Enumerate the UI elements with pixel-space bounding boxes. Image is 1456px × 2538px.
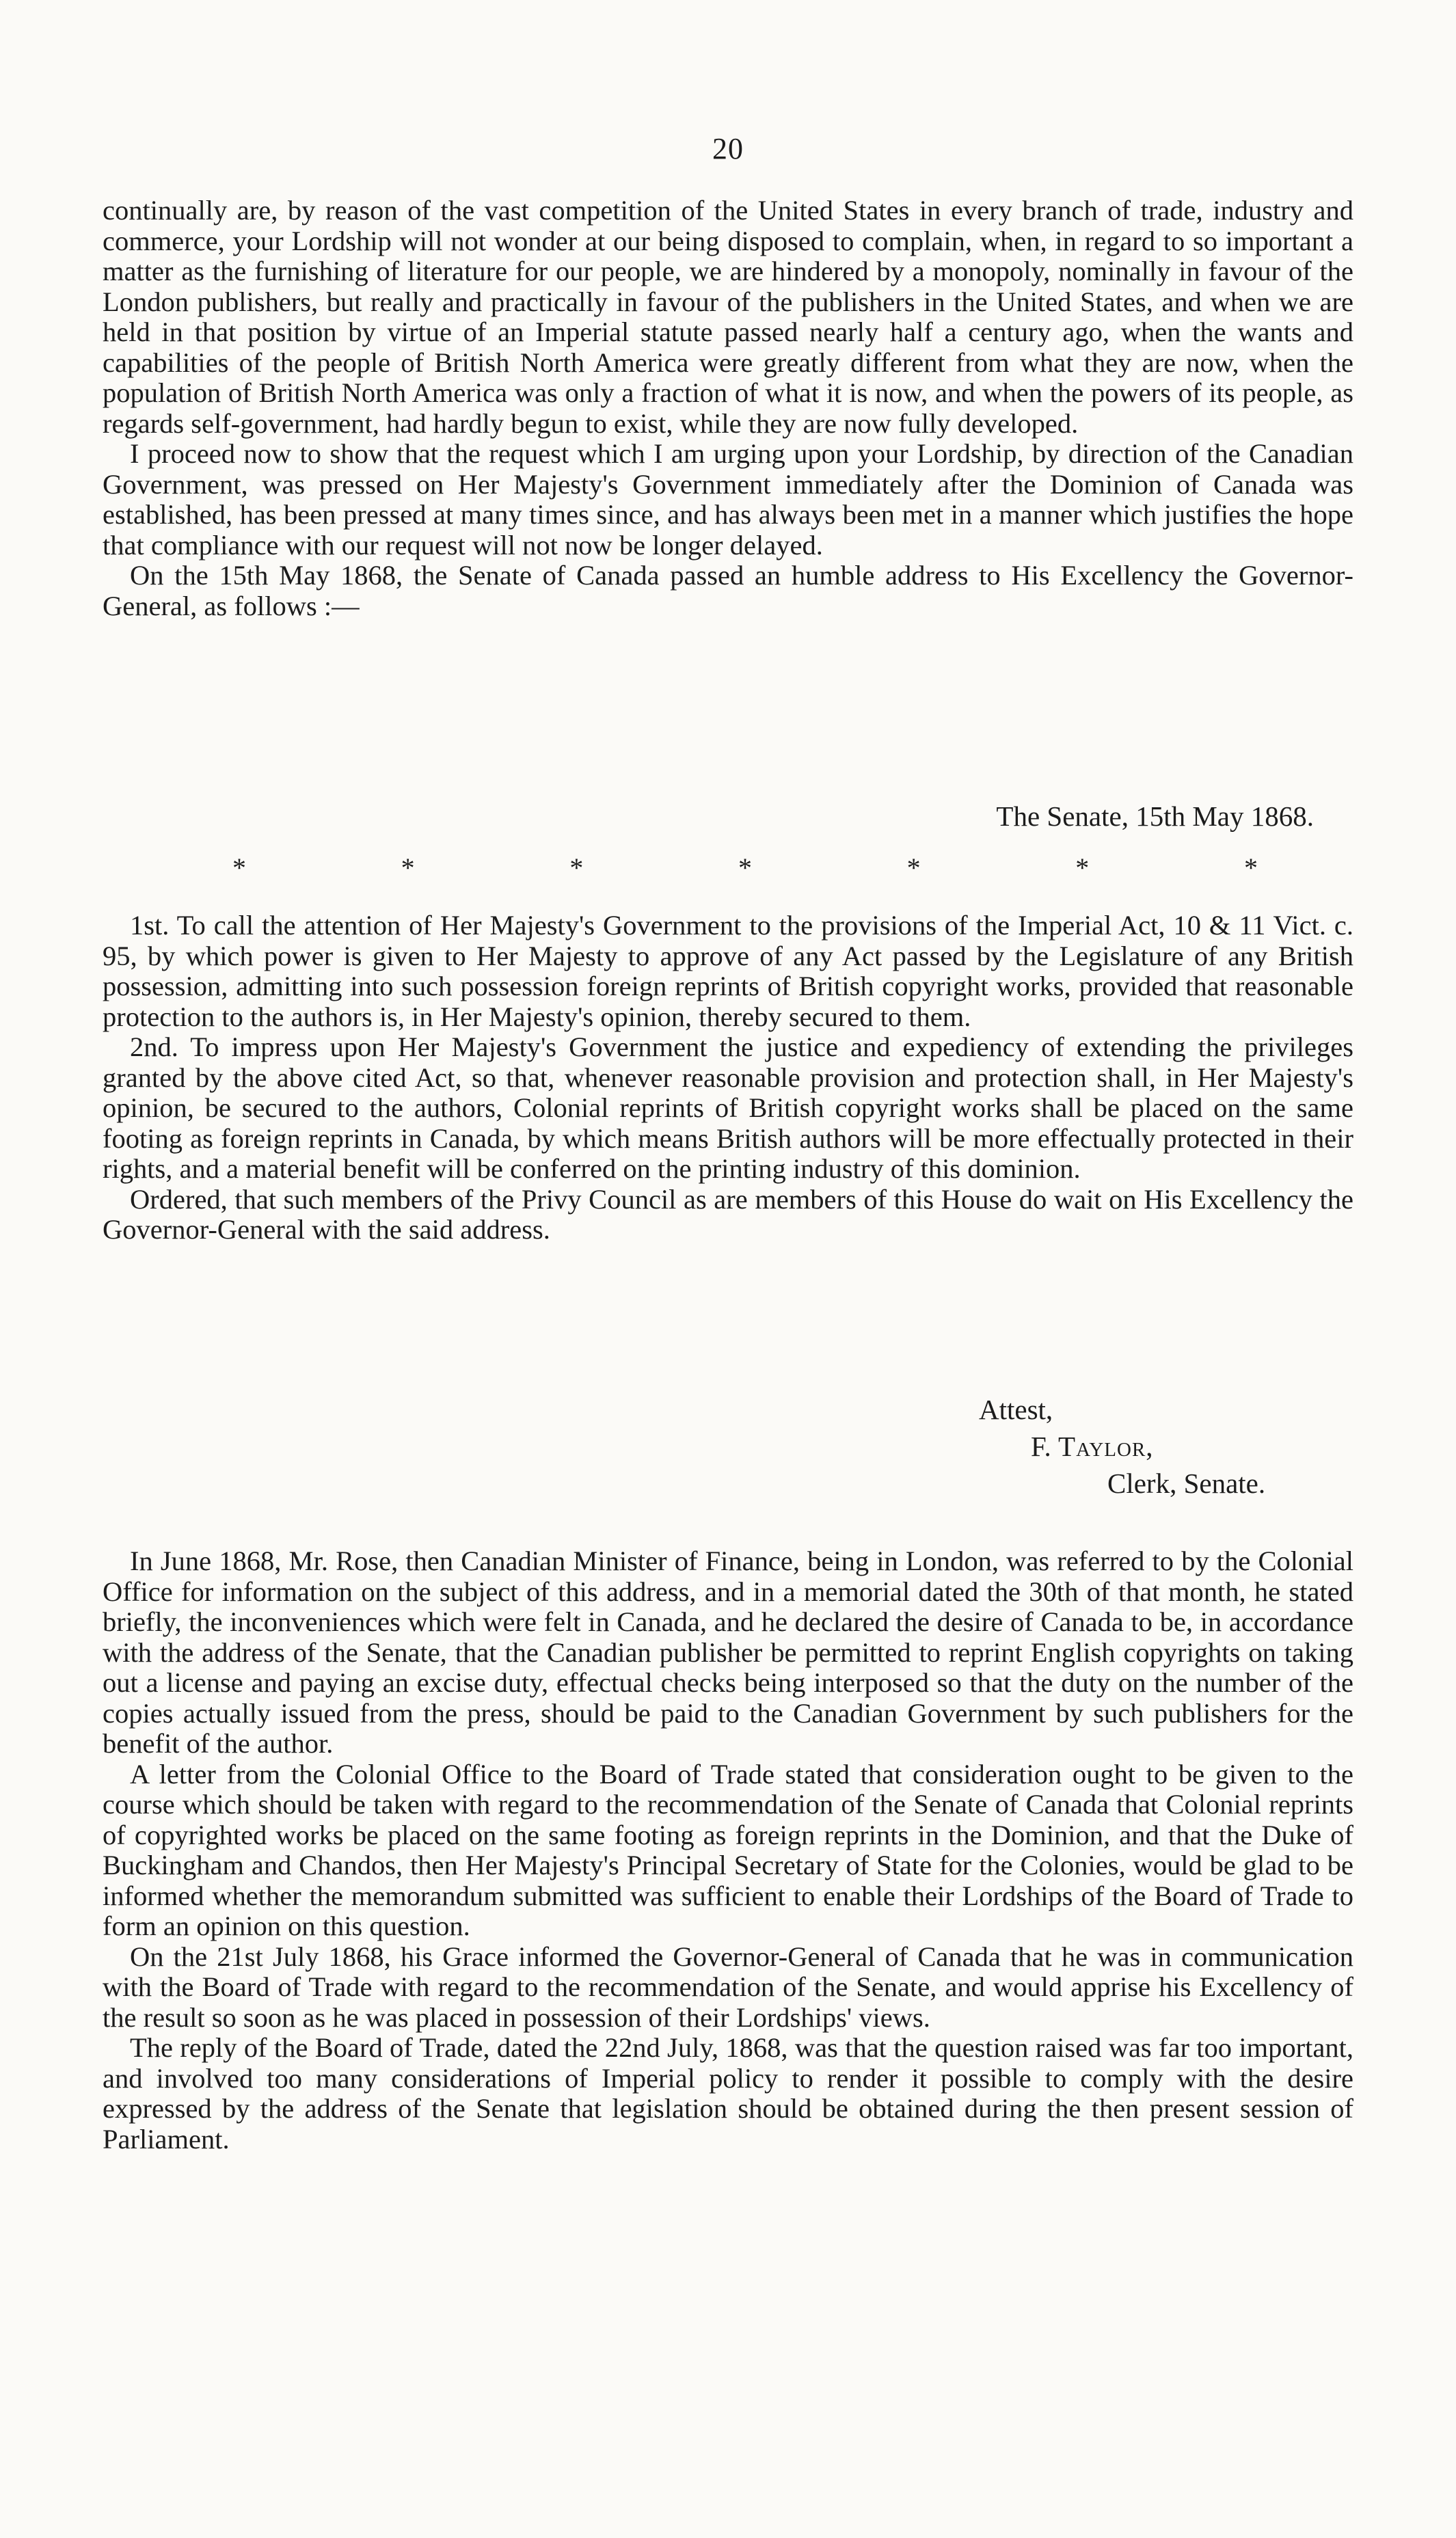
- paragraph-continuation: continually are, by reason of the vast competition of the United States in every branch of trade, industry and commerce, your Lordship will not wonder at our being disposed to complain, when, in regard to so important a matter as the furnishing of literature for our people, we are hindered by a monopoly, nominally in favour of the London publishers, but really and practically in favour of the publishers in the United States, and when we are held in that position by virtue of an Imperial statute passed nearly half a century ago, when the wants and capabilities of the people of British North America were greatly different from what they are now, when the population of British North America was only a fraction of what it is now, and when the powers of its people, as regards self-government, had hardly begun to exist, while they are now fully developed.: [103, 195, 1353, 439]
- paragraph-board-reply: The reply of the Board of Trade, dated the 22nd July, 1868, was that the question raised was far too important, and involved too many considerations of Imperial policy to render it possible to comply with the desire expressed by the address of the Senate that legislation should be obtained during the then present session of Parliament.: [103, 2032, 1353, 2155]
- resolution-ordered: Ordered, that such members of the Privy Council as are members of this House do wait on His Excellency the Governor-General with the said address.: [103, 1183, 1353, 1245]
- signature-attest: Attest,: [979, 1394, 1053, 1425]
- paragraph-request: I proceed now to show that the request which I am urging upon your Lordship, by direction of the Canadian Government, was pressed on Her Majesty's Government immediately after the Dominion of Canada was established, has been pressed at many times since, and has always been met in a manner which justifies the hope that compliance with our request will not now be longer delayed.: [103, 438, 1353, 561]
- asterisk: *: [1075, 852, 1090, 883]
- page-number: 20: [712, 132, 744, 165]
- asterisk: *: [906, 852, 921, 883]
- paragraph-rose-memorial: In June 1868, Mr. Rose, then Canadian Minister of Finance, being in London, was referred to by the Colonial Office for information on the subject of this address, and in a memorial dated the 30th of that month, he stated briefly, the inconveniences which were felt in Canada, and he declared the desire of Canada to be, in accordance with the address of the Senate, that the Canadian publisher be permitted to reprint English copyrights on taking out a license and paying an excise duty, effectual checks being interposed so that the duty on the number of the copies actually issued from the press, should be paid to the Canadian Government by such publishers for the benefit of the author.: [103, 1545, 1353, 1759]
- signature-initial: F.: [1031, 1431, 1051, 1462]
- closing-text-block: [103, 1546, 1353, 2155]
- resolution-first: 1st. To call the attention of Her Majesty's Government to the provisions of the Imperial Act, 10 & 11 Vict. c. 95, by which power is given to Her Majesty to approve of any Act passed by the Legislature of any British possession, admitting into such possession foreign reprints of British copyright works, provided that reasonable protection to the authors is, in Her Majesty's opinion, thereby secured to them.: [103, 910, 1353, 1032]
- asterisk-separator: [232, 852, 1258, 884]
- signature-title: Clerk, Senate.: [1107, 1468, 1266, 1499]
- senate-dateline: The Senate, 15th May 1868.: [996, 800, 1314, 832]
- paragraph-grace-informed: On the 21st July 1868, his Grace informed the Governor-General of Canada that he was in communication with the Board of Trade with regard to the recommendation of the Senate, and would apprise his Excellency of the result so soon as he was placed in possession of their Lordships' views.: [103, 1941, 1353, 2033]
- opening-text-block: [103, 195, 1353, 621]
- paragraph-senate-address: On the 15th May 1868, the Senate of Canada passed an humble address to His Excellency the Governor-General, as follows :—: [103, 560, 1353, 621]
- resolution-second: 2nd. To impress upon Her Majesty's Government the justice and expediency of extending the privileges granted by the above cited Act, so that, whenever reasonable provision and protection shall, in Her Majesty's opinion, be secured to the authors, Colonial reprints of British copyright works shall be placed on the same footing as foreign reprints in Canada, by which means British authors will be more effectually protected in their rights, and a material benefit will be conferred on the printing industry of this dominion.: [103, 1031, 1353, 1184]
- signature-surname: Taylor,: [1058, 1431, 1154, 1462]
- asterisk: *: [569, 852, 584, 883]
- asterisk: *: [1243, 852, 1258, 883]
- asterisk: *: [738, 852, 752, 883]
- signature-name: [1031, 1430, 1154, 1463]
- resolutions-block: [103, 910, 1353, 1245]
- asterisk: *: [401, 852, 415, 883]
- paragraph-colonial-office-letter: A letter from the Colonial Office to the Board of Trade stated that consideration ought to be given to the course which should be taken with regard to the recommendation of the Senate of Canada that Colonial reprints of copyrighted works be placed on the same footing as foreign reprints in the Dominion, and that the Duke of Buckingham and Chandos, then Her Majesty's Principal Secretary of State for the Colonies, would be glad to be informed whether the memorandum submitted was sufficient to enable their Lordships of the Board of Trade to form an opinion on this question.: [103, 1758, 1353, 1941]
- asterisk: *: [232, 852, 246, 883]
